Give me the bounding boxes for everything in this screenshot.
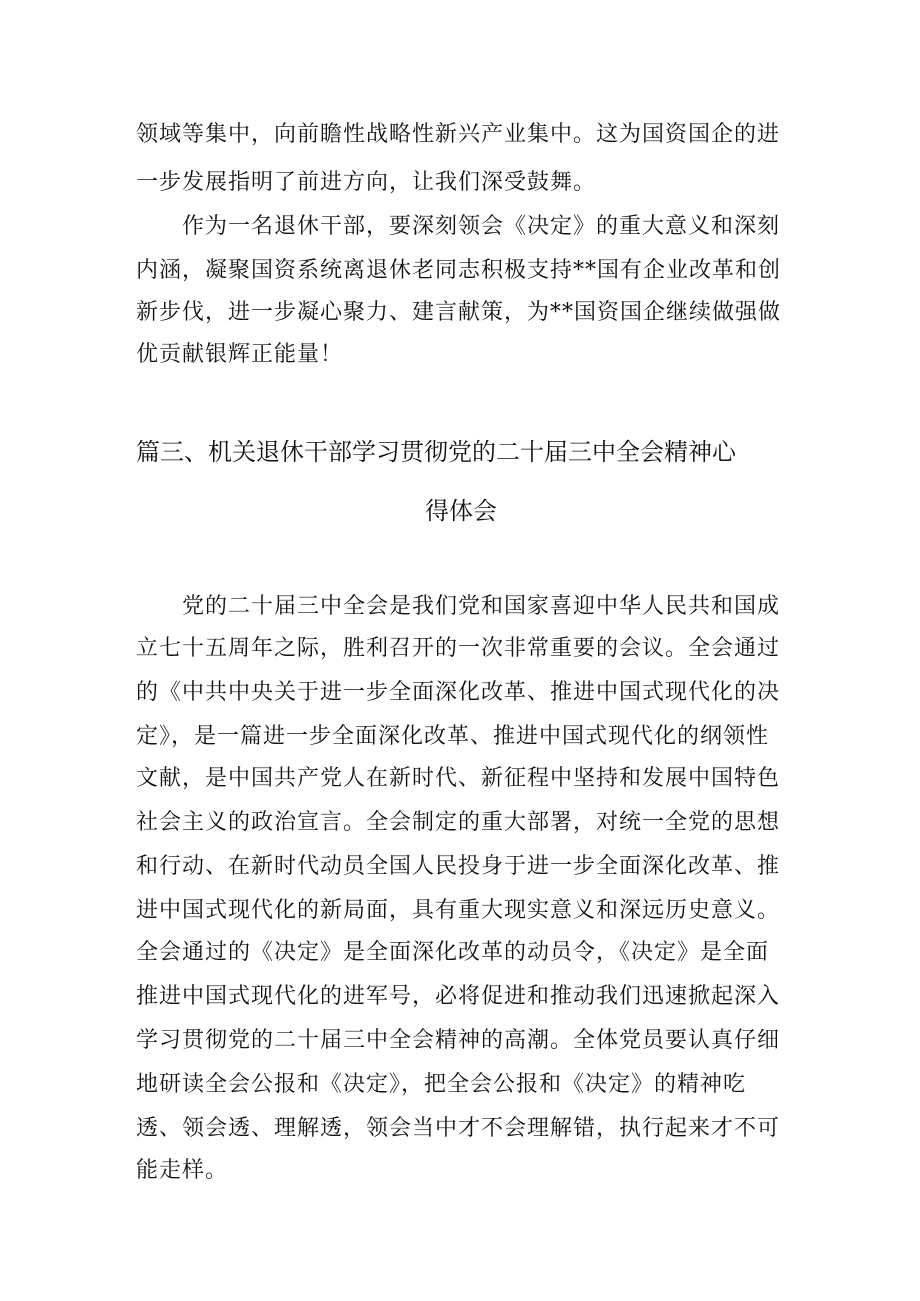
text-line: 透、领会透、理解透，领会当中才不会理解错，执行起来才不可 bbox=[136, 1116, 781, 1141]
text-line: 优贡献银辉正能量！ bbox=[136, 342, 344, 367]
text-line: 社会主义的政治宣言。全会制定的重大部署，对统一全党的思想 bbox=[136, 810, 781, 835]
text-line: 立七十五周年之际，胜利召开的一次非常重要的会议。全会通过 bbox=[136, 636, 781, 661]
text-line: 领域等集中，向前瞻性战略性新兴产业集中。这为国资国企的进 bbox=[136, 122, 781, 147]
text-line: 进中国式现代化的新局面，具有重大现实意义和深远历史意义。 bbox=[136, 898, 781, 923]
section-heading: 篇三、机关退休干部学习贯彻党的二十届三中全会精神心 bbox=[136, 438, 736, 466]
text-line: 全会通过的《决定》是全面深化改革的动员令，《决定》是全面 bbox=[136, 940, 770, 965]
text-line: 推进中国式现代化的进军号，必将促进和推动我们迅速掀起深入 bbox=[136, 984, 781, 1009]
text-line: 内涵，凝聚国资系统离退休老同志积极支持**国有企业改革和创 bbox=[136, 258, 782, 283]
text-line: 作为一名退休干部，要深刻领会《决定》的重大意义和深刻 bbox=[136, 214, 781, 239]
text-line: 能走样。 bbox=[136, 1158, 229, 1183]
text-line: 定》，是一篇进一步全面深化改革、推进中国式现代化的纲领性 bbox=[136, 724, 770, 749]
text-line: 地研读全会公报和《决定》，把全会公报和《决定》的精神吃 bbox=[136, 1072, 747, 1097]
text-line: 文献，是中国共产党人在新时代、新征程中坚持和发展中国特色 bbox=[136, 766, 781, 791]
text-line: 一步发展指明了前进方向，让我们深受鼓舞。 bbox=[136, 170, 597, 195]
text-line: 的《中共中央关于进一步全面深化改革、推进中国式现代化的决 bbox=[136, 680, 781, 705]
text-line: 新步伐，进一步凝心聚力、建言献策，为**国资国企继续做强做 bbox=[136, 300, 782, 325]
section-heading-continued: 得体会 bbox=[425, 497, 497, 525]
text-line: 党的二十届三中全会是我们党和国家喜迎中华人民共和国成 bbox=[136, 594, 781, 619]
text-line: 学习贯彻党的二十届三中全会精神的高潮。全体党员要认真仔细 bbox=[136, 1028, 781, 1053]
text-line: 和行动、在新时代动员全国人民投身于进一步全面深化改革、推 bbox=[136, 854, 781, 879]
